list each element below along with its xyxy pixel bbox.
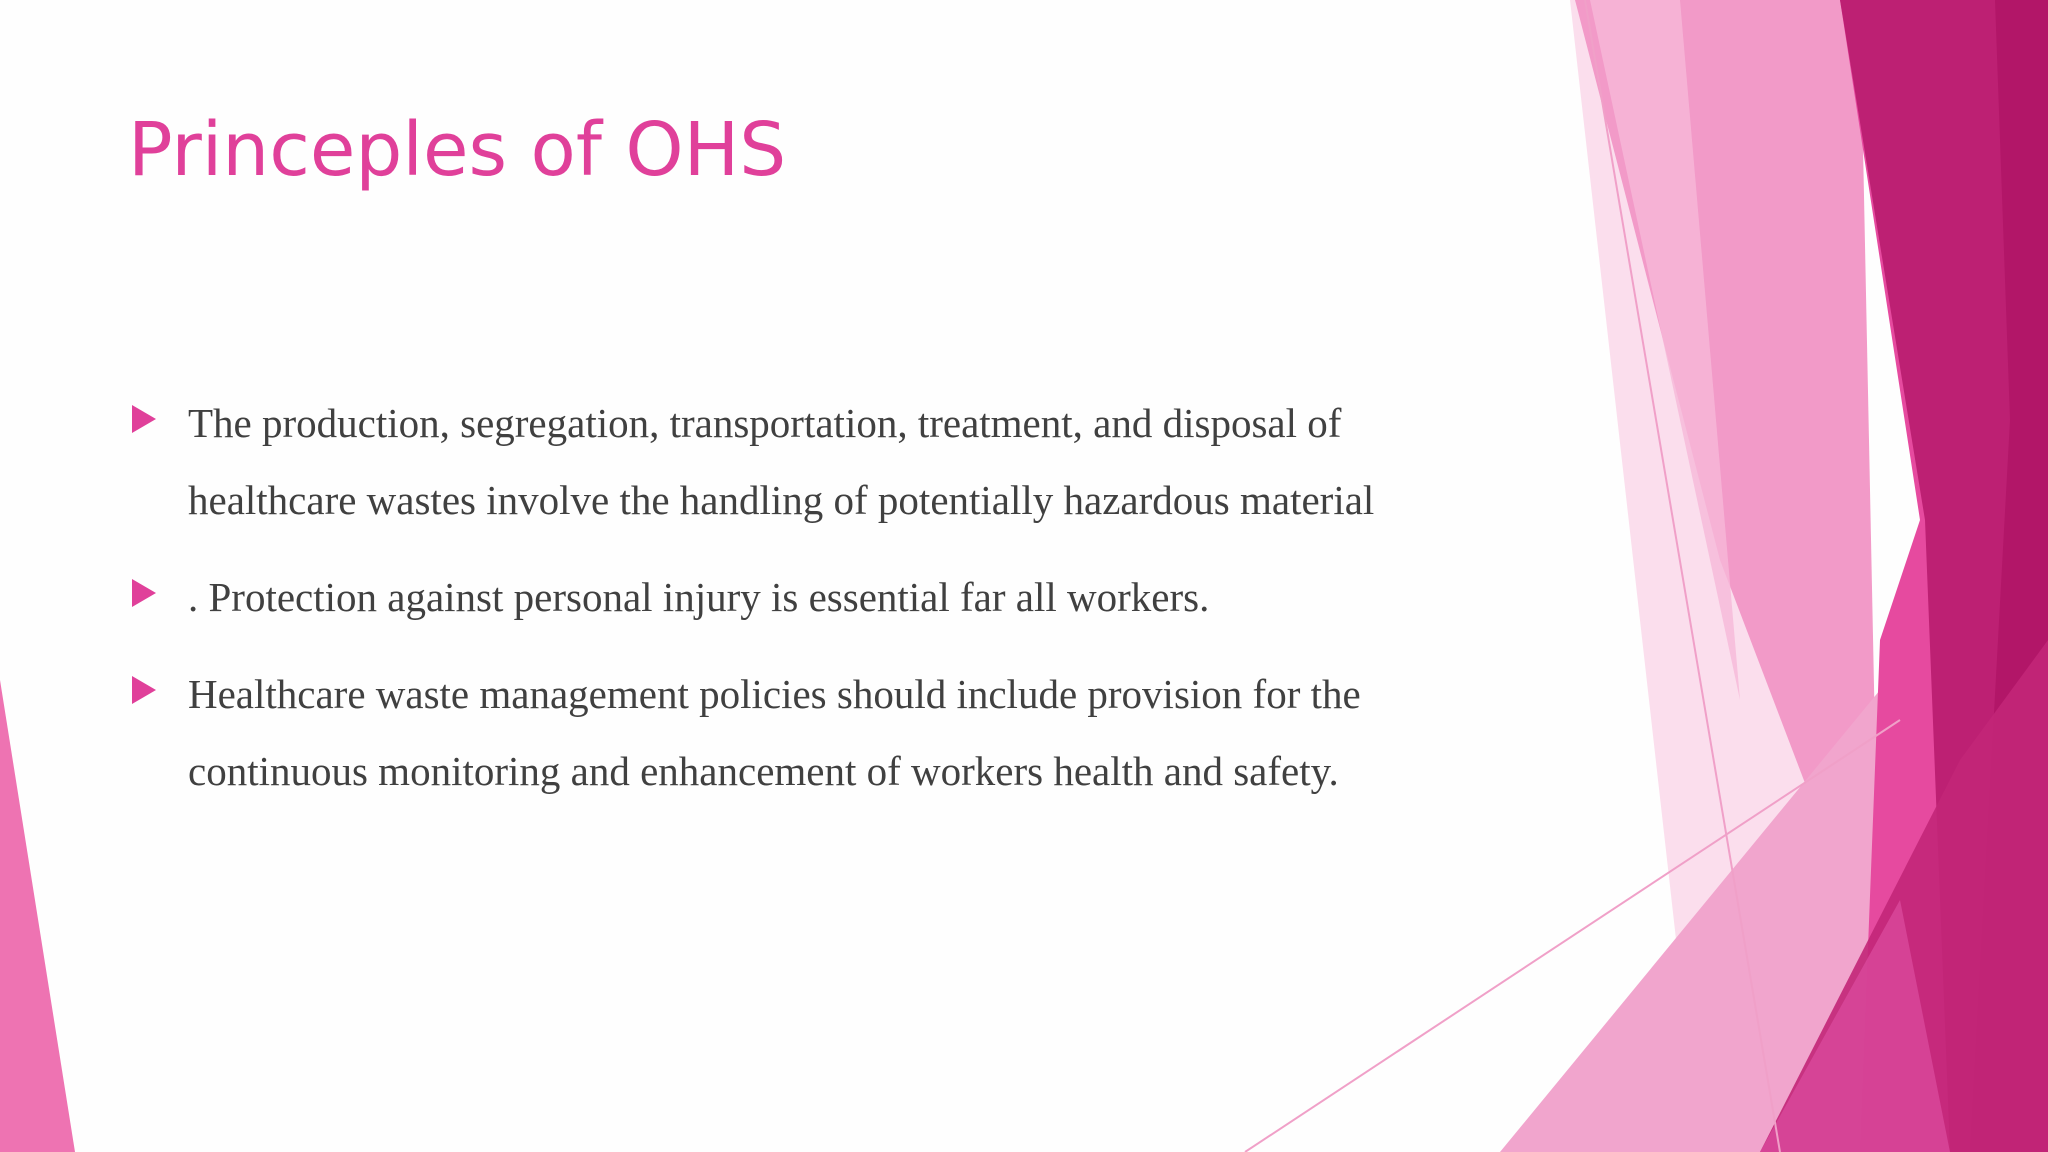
bullet-text: . Protection against personal injury is essential far all workers.	[188, 574, 1210, 620]
triangle-right-icon	[132, 579, 156, 607]
bullet-list	[130, 385, 1430, 830]
left-accent-shape	[0, 680, 75, 1152]
bullet-item	[130, 385, 1430, 539]
bullet-item	[130, 656, 1430, 810]
bullet-text: Healthcare waste management policies should include provision for the continuous monitoring and enhancement of workers health and safety.	[188, 671, 1361, 794]
bullet-text: The production, segregation, transportation, treatment, and disposal of healthcare wastes involve the handling of potentially hazardous material	[188, 400, 1375, 523]
triangle-right-icon	[132, 676, 156, 704]
triangle-right-icon	[132, 405, 156, 433]
slide-title: Princeples of OHS	[128, 107, 787, 193]
bullet-item	[130, 559, 1430, 636]
